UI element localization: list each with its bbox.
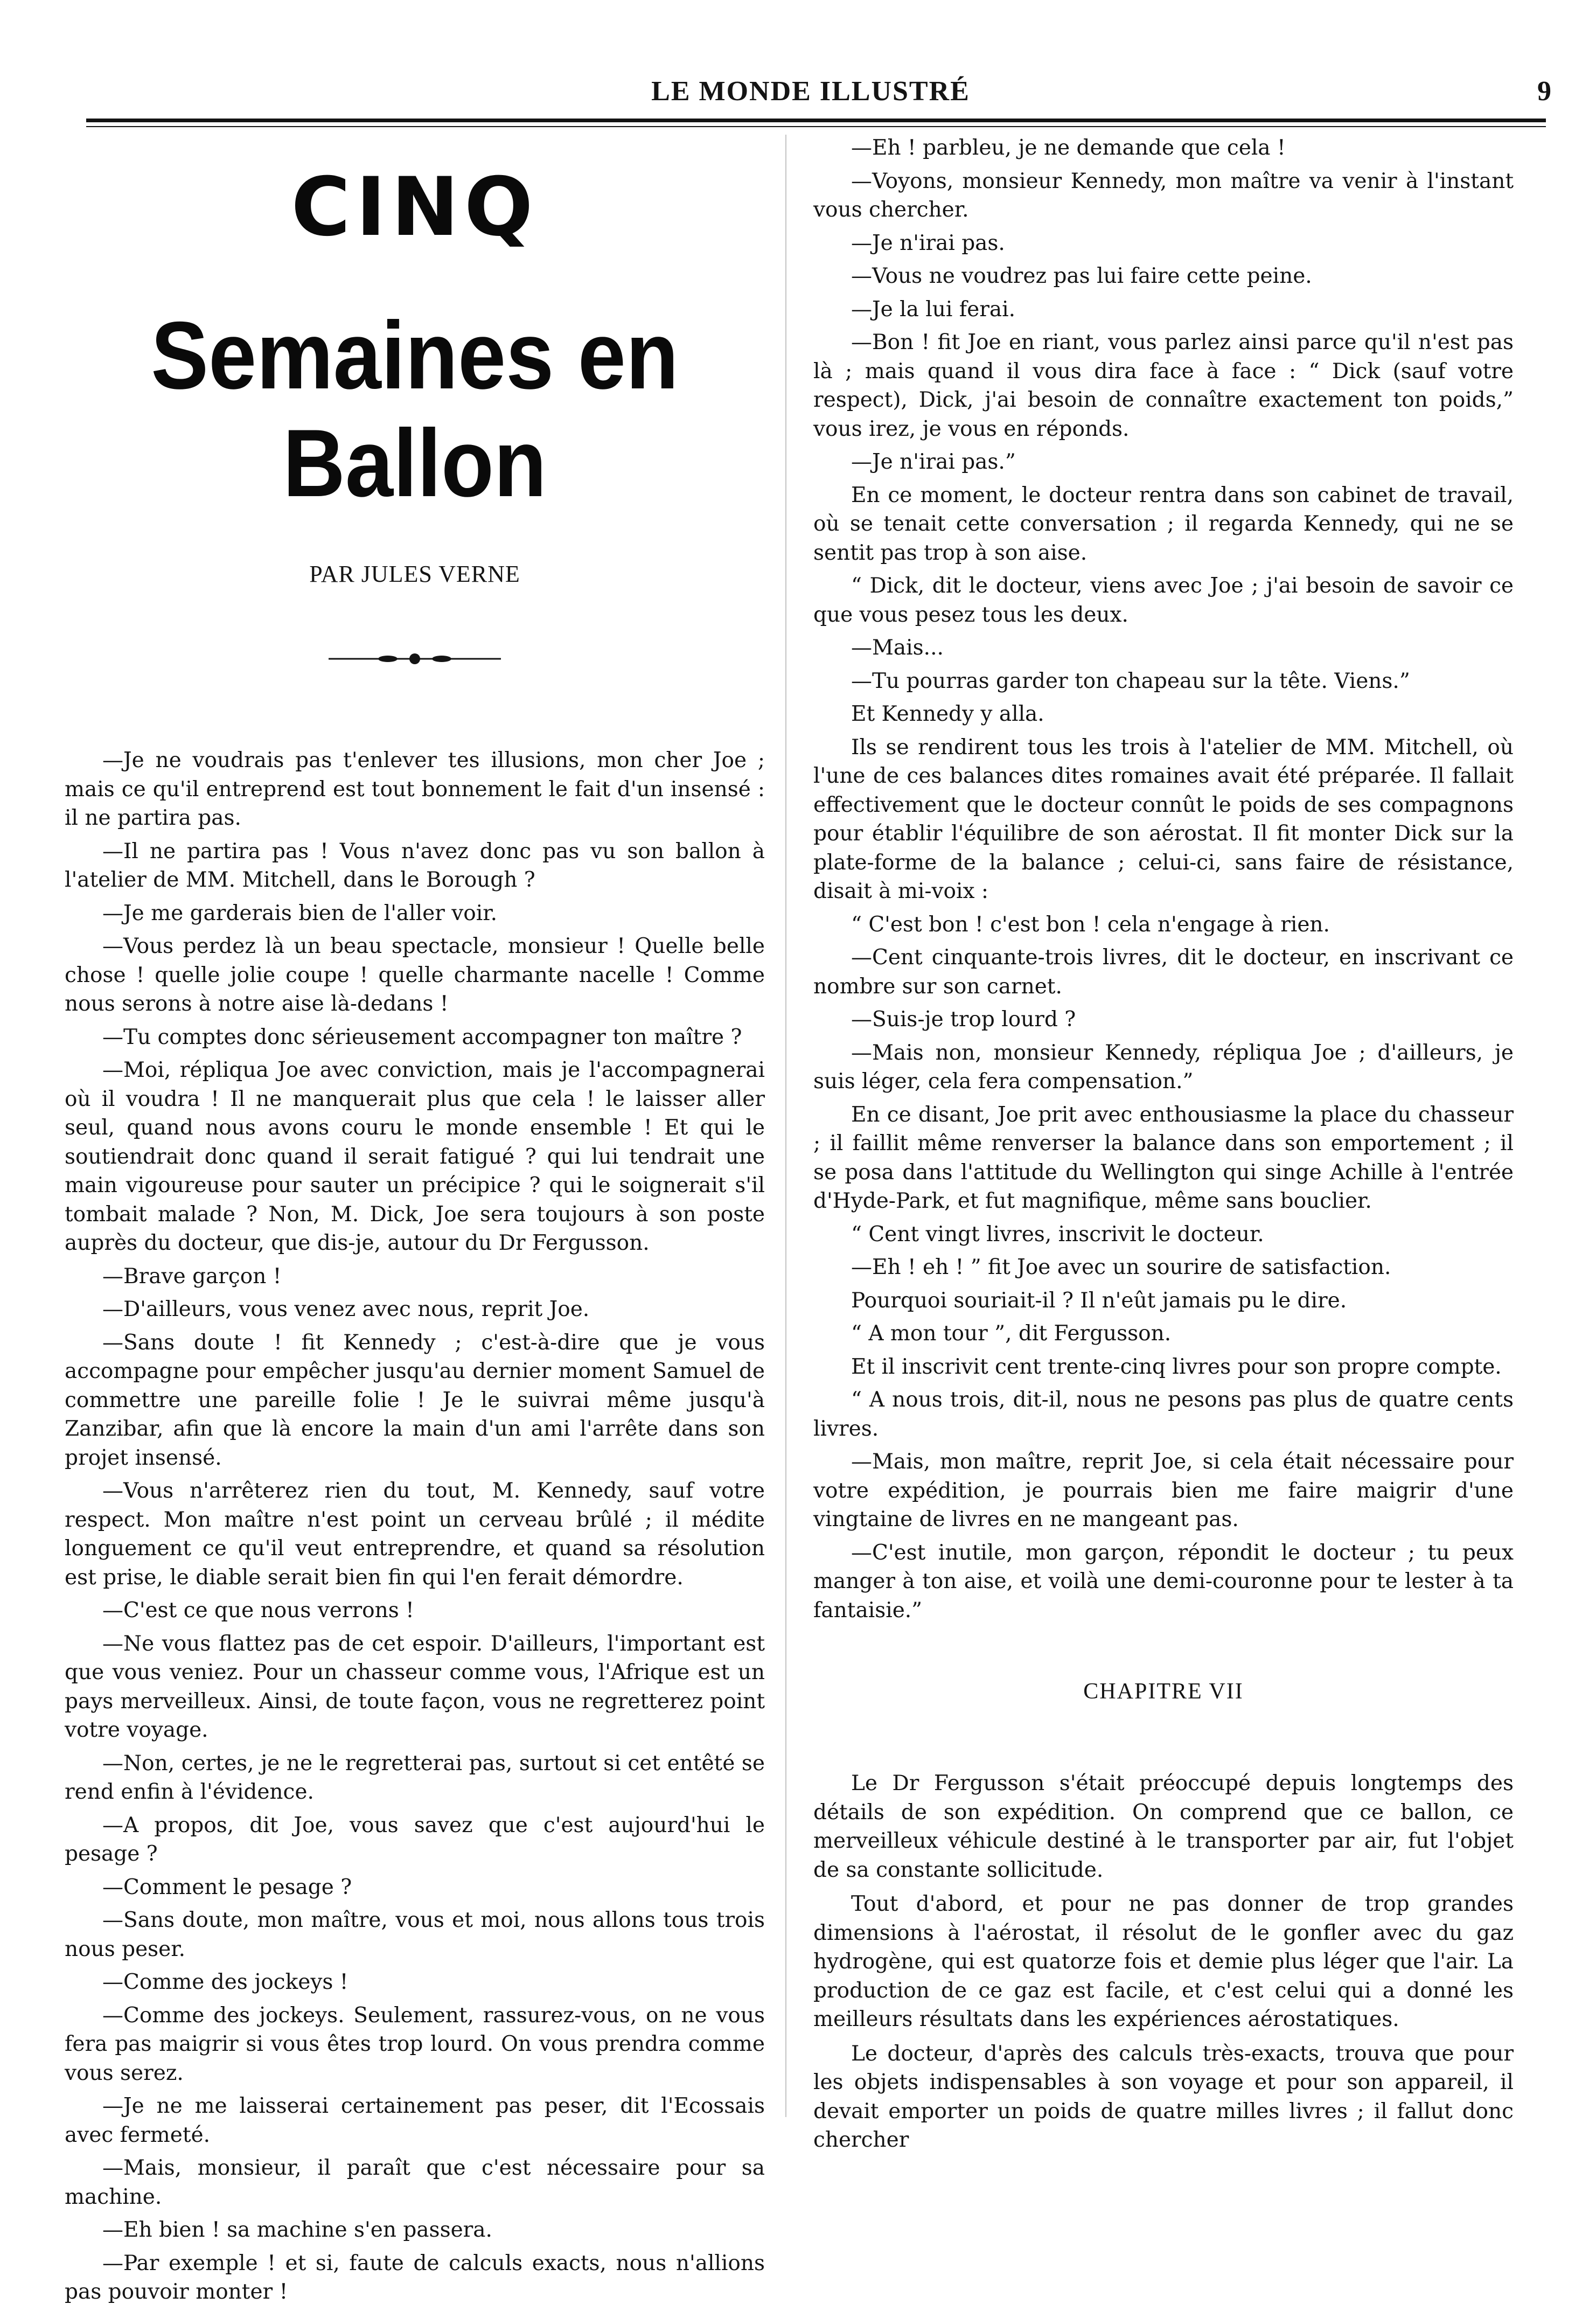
paragraph: Le Dr Fergusson s'était préoccupé depuis longtemps des détails de son expédition. On comprend que ce ballon, ce merveilleux véhicule destiné à le transporter par air, fut l'objet de sa constante sollicitude.: [813, 1771, 1514, 1882]
paragraph: —Eh bien ! sa machine s'en passera.: [102, 2218, 492, 2242]
paragraph: —Voyons, monsieur Kennedy, mon maître va venir à l'instant vous chercher.: [813, 169, 1514, 222]
chapter-text-body: [813, 1769, 1514, 2155]
paragraph: Tout d'abord, et pour ne pas donner de trop grandes dimensions à l'aérostat, il résolut de le gonfler avec du gaz hydrogène, qui est quatorze fois et demie plus léger que l'air. La production de ce gaz est facile, et c'est celui qui a donné les meilleurs résultats dans les expériences aérostatiques.: [813, 1892, 1514, 2031]
paragraph: Ils se rendirent tous les trois à l'atelier de MM. Mitchell, où l'une de ces balances dites romaines avait été préparée. Il fallait effectivement que le docteur connût le poids de ses compagnons pour établir l'équilibre de son aérostat. Il fit monter Dick sur la plate-forme de la balance ; celui-ci, sans faire de résistance, disait à mi-voix :: [813, 735, 1514, 903]
paragraph: —Il ne partira pas ! Vous n'avez donc pas vu son ballon à l'atelier de MM. Mitchell, dans le Borough ?: [65, 839, 765, 892]
right-text-body: [813, 134, 1514, 1625]
paragraph: —Vous perdez là un beau spectacle, monsieur ! Quelle belle chose ! quelle jolie coupe ! quelle charmante nacelle ! Comme nous serons à notre aise là-dedans !: [65, 934, 765, 1016]
paragraph: “ C'est bon ! c'est bon ! cela n'engage à rien.: [851, 912, 1330, 937]
paragraph: “ A nous trois, dit-il, nous ne pesons pas plus de quatre cents livres.: [813, 1388, 1514, 1441]
paragraph: —Ne vous flattez pas de cet espoir. D'ailleurs, l'important est que vous veniez. Pour un chasseur comme vous, l'Afrique est un pays merveilleux. Ainsi, de toute façon, vous ne regretterez point votre voyage.: [65, 1631, 765, 1742]
paragraph: —Je la lui ferai.: [851, 297, 1015, 322]
paragraph: —Eh ! parbleu, je ne demande que cela !: [851, 136, 1286, 160]
title-top: CINQ: [291, 161, 539, 254]
paragraph: —Tu comptes donc sérieusement accompagner ton maître ?: [102, 1025, 742, 1049]
running-title: LE MONDE ILLUSTRÉ: [651, 76, 970, 107]
paragraph: —Moi, répliqua Joe avec conviction, mais je l'accompagnerai où il voudra ! Il ne manquerait plus que cela ! le laisser aller seul, quand nous avons couru le monde ensemble ! Et qui le soutiendrait donc quand il serait fatigué ? qui lui tendrait une main vigoureuse pour sauter un précipice ? qui le soignerait s'il tombait malade ? Non, M. Dick, Joe sera toujours à son poste auprès du docteur, que dis-je, autour du Dr Fergusson.: [65, 1058, 765, 1255]
paragraph: —Par exemple ! et si, faute de calculs exacts, nous n'allions pas pouvoir monter !: [65, 2251, 765, 2304]
paragraph: —Je n'irai pas.: [851, 231, 1005, 255]
paragraph: —Mais...: [851, 636, 944, 660]
paragraph: —Je ne voudrais pas t'enlever tes illusions, mon cher Joe ; mais ce qu'il entreprend est tout bonnement le fait d'un insensé : il ne partira pas.: [65, 748, 765, 830]
paragraph: “ A mon tour ”, dit Fergusson.: [851, 1321, 1172, 1346]
paragraph: —Mais non, monsieur Kennedy, répliqua Joe ; d'ailleurs, je suis léger, cela fera compensation.”: [813, 1040, 1514, 1094]
paragraph: —Suis-je trop lourd ?: [851, 1007, 1076, 1032]
paragraph: “ Dick, dit le docteur, viens avec Joe ; j'ai besoin de savoir ce que vous pesez tous les deux.: [813, 574, 1514, 627]
paragraph: —Eh ! eh ! ” fit Joe avec un sourire de satisfaction.: [851, 1255, 1391, 1279]
header-rule-thin: [86, 126, 1546, 127]
ornament-divider-icon: [329, 652, 501, 665]
paragraph: —Vous ne voudrez pas lui faire cette peine.: [851, 264, 1312, 288]
left-column: [65, 145, 765, 2311]
paragraph: —Sans doute ! fit Kennedy ; c'est-à-dire que je vous accompagne pour empêcher jusqu'au dernier moment Samuel de commettre une pareille folie ! Je le suivrai même jusqu'à Zanzibar, afin que là encore la main d'un ami l'arrête dans son projet insensé.: [65, 1330, 765, 1470]
paragraph: Pourquoi souriait-il ? Il n'eût jamais pu le dire.: [851, 1288, 1347, 1313]
title-main: Semaines en Ballon: [151, 302, 679, 517]
paragraph: —Cent cinquante-trois livres, dit le docteur, en inscrivant ce nombre sur son carnet.: [813, 945, 1514, 999]
paragraph: —Brave garçon !: [102, 1264, 282, 1289]
page-number: 9: [1537, 76, 1551, 107]
paragraph: Et il inscrivit cent trente-cinq livres pour son propre compte.: [851, 1354, 1502, 1379]
paragraph: —Bon ! fit Joe en riant, vous parlez ainsi parce qu'il n'est pas là ; mais quand il vous dira face à face : “ Dick (sauf votre respect), Dick, j'ai besoin de connaître exactement ton poids,” vous irez, je vous en réponds.: [813, 330, 1514, 441]
paragraph: —Non, certes, je ne le regretterai pas, surtout si cet entêté se rend enfin à l'évidence.: [65, 1751, 765, 1804]
paragraph: —Tu pourras garder ton chapeau sur la tête. Viens.”: [851, 669, 1410, 693]
paragraph: Et Kennedy y alla.: [851, 702, 1044, 726]
column-divider: [785, 135, 786, 2117]
right-column: [813, 134, 1514, 2160]
paragraph: —C'est inutile, mon garçon, répondit le docteur ; tu peux manger à ton aise, et voilà une demi-couronne pour te lester à ta fantaisie.”: [813, 1540, 1514, 1623]
paragraph: “ Cent vingt livres, inscrivit le docteur.: [851, 1222, 1264, 1247]
paragraph: En ce disant, Joe prit avec enthousiasme la place du chasseur ; il faillit même renverser la balance dans son emportement ; il se posa dans l'attitude du Wellington qui singe Achille à l'entrée d'Hyde-Park, et fut magnifique, même sans bouclier.: [813, 1102, 1514, 1213]
left-text-body: [65, 746, 765, 2307]
chapter-heading: CHAPITRE VII: [1083, 1679, 1244, 1704]
paragraph: —Je me garderais bien de l'aller voir.: [102, 901, 497, 925]
paragraph: —A propos, dit Joe, vous savez que c'est aujourd'hui le pesage ?: [65, 1813, 765, 1866]
paragraph: —Comme des jockeys. Seulement, rassurez-vous, on ne vous fera pas maigrir si vous êtes trop lourd. On vous prendra comme vous serez.: [65, 2003, 765, 2085]
paragraph: —Vous n'arrêterez rien du tout, M. Kennedy, sauf votre respect. Mon maître n'est point un cerveau brûlé ; il médite longuement ce qu'il veut entreprendre, et quand sa résolution est prise, le diable serait bien fin qui l'en ferait démordre.: [65, 1479, 765, 1590]
paragraph: —Comment le pesage ?: [102, 1875, 352, 1899]
paragraph: —Je ne me laisserai certainement pas peser, dit l'Ecossais avec fermeté.: [65, 2094, 765, 2147]
paragraph: —Je n'irai pas.”: [851, 450, 1016, 474]
paragraph: —Comme des jockeys !: [102, 1970, 349, 1994]
paragraph: —Mais, mon maître, reprit Joe, si cela était nécessaire pour votre expédition, je pourrais bien me faire maigrir d'une vingtaine de livres en ne mangeant pas.: [813, 1450, 1514, 1532]
paragraph: —Mais, monsieur, il paraît que c'est nécessaire pour sa machine.: [65, 2156, 765, 2209]
paragraph: —Sans doute, mon maître, vous et moi, nous allons tous trois nous peser.: [65, 1908, 765, 1961]
byline: PAR JULES VERNE: [309, 561, 520, 587]
paragraph: —D'ailleurs, vous venez avec nous, reprit Joe.: [102, 1297, 590, 1321]
paragraph: Le docteur, d'après des calculs très-exacts, trouva que pour les objets indispensables à son voyage et pour son appareil, il devait emporter un poids de quatre milles livres ; il fallut donc chercher: [813, 2041, 1514, 2152]
paragraph: —C'est ce que nous verrons !: [102, 1598, 414, 1623]
header-rule-thick: [86, 119, 1546, 122]
paragraph: En ce moment, le docteur rentra dans son cabinet de travail, où se tenait cette conversation ; il regarda Kennedy, qui ne se sentit pas trop à son aise.: [813, 483, 1514, 565]
